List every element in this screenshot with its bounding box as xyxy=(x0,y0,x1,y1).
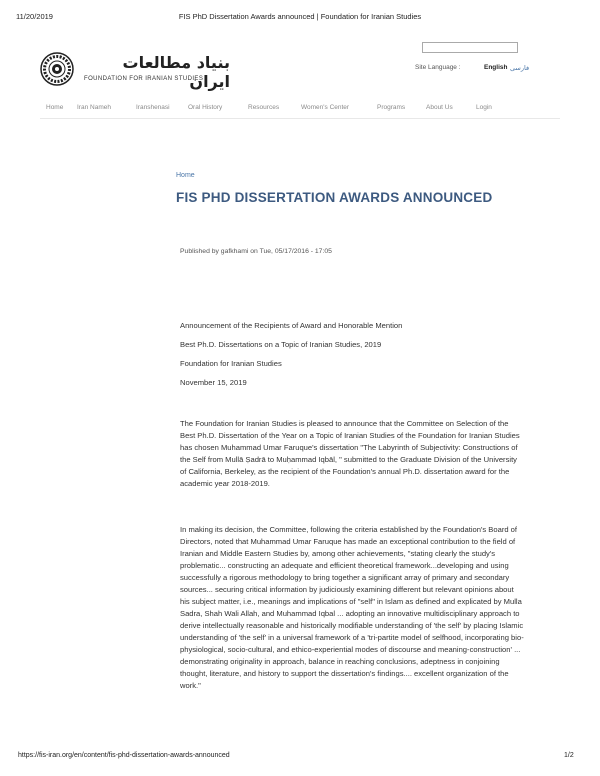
print-url: https://fis-iran.org/en/content/fis-phd-dissertation-awards-announced xyxy=(18,752,230,759)
main-nav xyxy=(40,104,530,116)
print-date: 11/20/2019 xyxy=(16,12,53,21)
site-logo[interactable] xyxy=(40,52,230,90)
logo-farsi-text: بنیاد مطالعات ایران xyxy=(122,53,230,91)
page-title: FIS PHD DISSERTATION AWARDS ANNOUNCED xyxy=(176,190,493,205)
language-farsi-link[interactable]: فارسی xyxy=(510,64,530,72)
breadcrumb-home[interactable]: Home xyxy=(176,172,195,179)
intro-line-1: Announcement of the Recipients of Award and Honorable Mention xyxy=(180,321,403,330)
nav-womens-center[interactable]: Women's Center xyxy=(301,104,350,111)
print-title: FIS PhD Dissertation Awards announced | Foundation for Iranian Studies xyxy=(178,12,422,21)
nav-divider xyxy=(40,118,560,119)
print-header xyxy=(0,12,600,26)
logo-english-text: FOUNDATION FOR IRANIAN STUDIES xyxy=(84,76,204,82)
intro-line-3: Foundation for Iranian Studies xyxy=(180,359,282,368)
announcement-paragraph-2: In making its decision, the Committee, following the criteria established by the Foundation's Board of Directors, noted that Muhammad Umar Faruque has made an exceptional contribution to the field of Iranian and Middle Eastern Studies by, among other achievements, "stating clearly the study's problematic... constructing an adequate and efficient theoretical framework...developing and using successfully a rigorous methodology to bring together a significant array of primary and secondary sources... securing critical information by judiciously examining different but relevant opinions about his subject matter, i.e., meanings and implications of "self" in Islam as defined and explicated by Mulla Sadra, Shah Wali Allah, and Muhammad Iqbal ... adopting an innovative multidisciplinary approach to derive intellectually reasonable and historically modifiable understanding of 'the self' by placing Islamic understanding of 'the self' in a universal framework of a 'tri-partite model of selfhood, incorporating bio-physiological, socio-cultural, and ethico-experiential modes of discourse and meaning-construction' ... demonstrating originality in approach, balance in reaching conclusions, adeptness in conjoining thought, literature, and history to support the dissertation's findings.... excellent organization of the work." xyxy=(180,525,524,690)
nav-home[interactable]: Home xyxy=(46,104,64,111)
nav-about-us[interactable]: About Us xyxy=(426,104,453,111)
nav-oral-history[interactable]: Oral History xyxy=(188,104,223,111)
nav-iranshenasi[interactable]: Iranshenasi xyxy=(136,104,170,111)
intro-line-2: Best Ph.D. Dissertations on a Topic of Iranian Studies, 2019 xyxy=(180,340,382,349)
nav-iran-nameh[interactable]: Iran Nameh xyxy=(77,104,111,111)
nav-programs[interactable]: Programs xyxy=(377,104,406,111)
language-label: Site Language : xyxy=(415,64,461,71)
nav-login[interactable]: Login xyxy=(476,104,492,111)
foundation-emblem-icon xyxy=(40,52,74,86)
published-meta: Published by gafkhami on Tue, 05/17/2016 - 17:05 xyxy=(180,248,332,255)
intro-line-4: November 15, 2019 xyxy=(180,378,247,387)
nav-resources[interactable]: Resources xyxy=(248,104,280,111)
language-english-link[interactable]: English xyxy=(484,64,508,71)
announcement-paragraph-1: The Foundation for Iranian Studies is pleased to announce that the Committee on Selection of the Best Ph.D. Dissertation of the Year on a Topic of Iranian Studies of the Foundation for Iranian Studies has chosen Muhammad Umar Faruque's dissertation "The Labyrinth of Subjectivity: Constructions of the Self from Mullā Ṣadrā to Muḥammad Iqbāl, " submitted to the Graduate Division of the University of California, Berkeley, as the recipient of the Foundation's annual Ph.D. dissertation award for the academic year 2018-2019. xyxy=(180,419,520,488)
print-page-number: 1/2 xyxy=(564,752,574,759)
search-input[interactable] xyxy=(422,42,518,53)
